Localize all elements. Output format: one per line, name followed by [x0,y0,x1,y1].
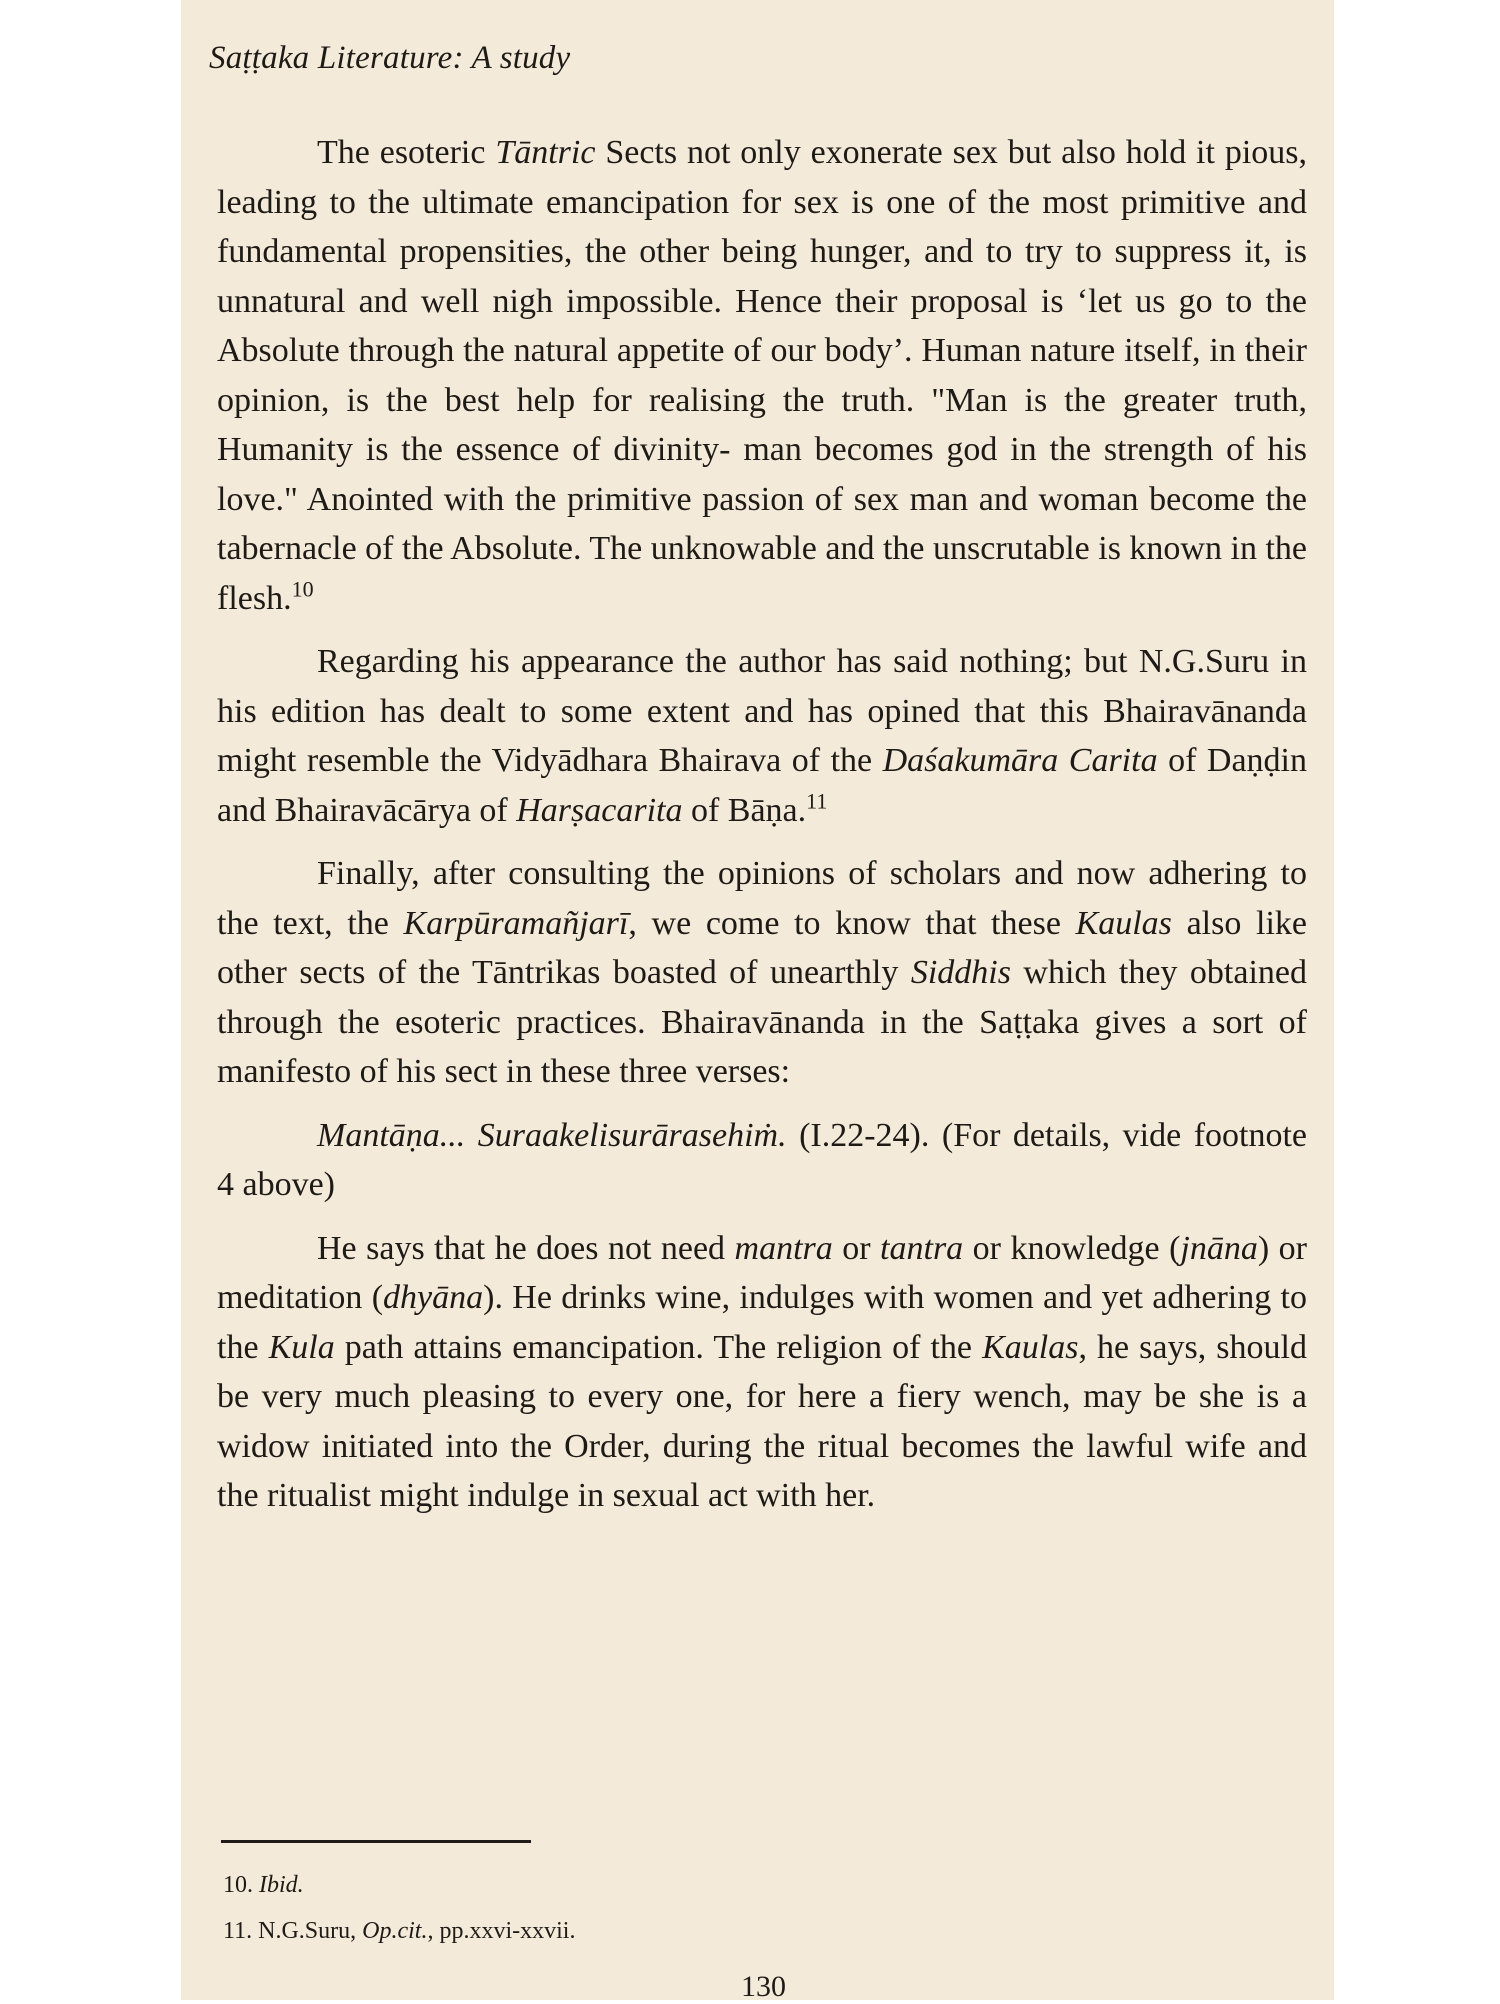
italic-term: Ibid. [259,1872,304,1898]
italic-term: Tāntric [495,134,596,171]
italic-term: Kaulas [982,1328,1079,1366]
italic-term: tantra [880,1229,964,1267]
text-run: also like other sects of the Tāntrikas boasted of unearthly [217,904,1307,991]
running-head: Saṭṭaka Literature: A study [209,40,571,76]
italic-term: Op.cit. [362,1918,428,1944]
italic-term: Mantāṇa... Suraakelisurārasehiṁ. [317,1116,787,1154]
text-run: Finally, after consulting the opinions of scholars and now adhering to the text, the [217,855,1307,942]
footnote-10 [223,1862,1123,1908]
italic-term: Kula [268,1328,335,1366]
text-run: of Daṇḍin and Bhairavācārya of [217,742,1307,829]
paragraph-1 [217,128,1307,623]
text-run: 10. [223,1872,259,1898]
text-run: , we come to know that these [628,904,1076,942]
text-run: 11. N.G.Suru, [223,1918,363,1944]
text-run: of Bāṇa. [682,791,807,829]
text-run: Regarding his appearance the author has said nothing; but N.G.Suru in his edition has dealt to some extent and has opined that this Bhairavānanda might resemble the Vidyādhara Bhairava of the [217,643,1307,779]
body-text [217,128,1307,1535]
footnotes [223,1862,1123,1954]
text-run: Sects not only exonerate sex but also hold it pious, leading to the ultimate emancipation for sex is one of the most primitive and fundamental propensities, the other being hunger, and to try to suppress it, is unnatural and well nigh impossible. Hence their proposal is ‘let us go to the Absolute through the natural appetite of our body’. Human nature itself, in their opinion, is the best help for realising the truth. "Man is the greater truth, Humanity is the essence of divinity- man becomes god in the strength of his love." Anointed with the primitive passion of sex man and woman become the tabernacle of the Absolute. The unknowable and the unscrutable is known in the flesh. [217,134,1307,617]
paragraph-5 [217,1224,1307,1521]
text-run: , he says, should be very much pleasing to every one, for here a fiery wench, may be she is a widow initiated into the Order, during the ritual becomes the lawful wife and the ritualist might indulge in sexual act with her. [217,1328,1307,1514]
footnote-11 [223,1908,1123,1954]
paragraph-2 [217,637,1307,835]
book-page [181,0,1334,2003]
text-run: , pp.xxvi-xxvii. [427,1918,576,1944]
text-run: path attains emancipation. The religion of the [334,1328,983,1366]
text-run: ) or meditation ( [217,1229,1307,1316]
text-run: ). He drinks wine, indulges with women and yet adhering to the [217,1279,1307,1366]
text-run: (I.22-24). (For details, vide footnote 4 above) [217,1116,1308,1203]
italic-term: dhyāna [383,1279,484,1316]
paragraph-3 [217,849,1307,1097]
text-run: He says that he does not need [317,1229,735,1267]
footnote-marker: 10 [291,576,314,602]
italic-term: Siddhis [910,954,1011,991]
italic-term: jnāna [1180,1229,1258,1267]
italic-term: Harṣacarita [516,791,683,829]
footnote-rule [221,1840,531,1843]
text-run: or knowledge ( [963,1229,1181,1267]
paragraph-4-verse-reference [217,1111,1307,1210]
italic-term: Karpūramañjarī [403,904,629,942]
italic-term: mantra [734,1229,833,1267]
text-run: or [832,1229,881,1267]
text-run: The esoteric [317,134,496,171]
italic-term: Kaulas [1075,904,1172,942]
page-number: 130 [741,1970,786,2003]
italic-term: Daśakumāra Carita [882,742,1158,779]
footnote-marker: 11 [806,788,828,814]
text-run: which they obtained through the esoteric practices. Bhairavānanda in the Saṭṭaka gives a sort of manifesto of his sect in these three verses: [217,954,1308,1090]
